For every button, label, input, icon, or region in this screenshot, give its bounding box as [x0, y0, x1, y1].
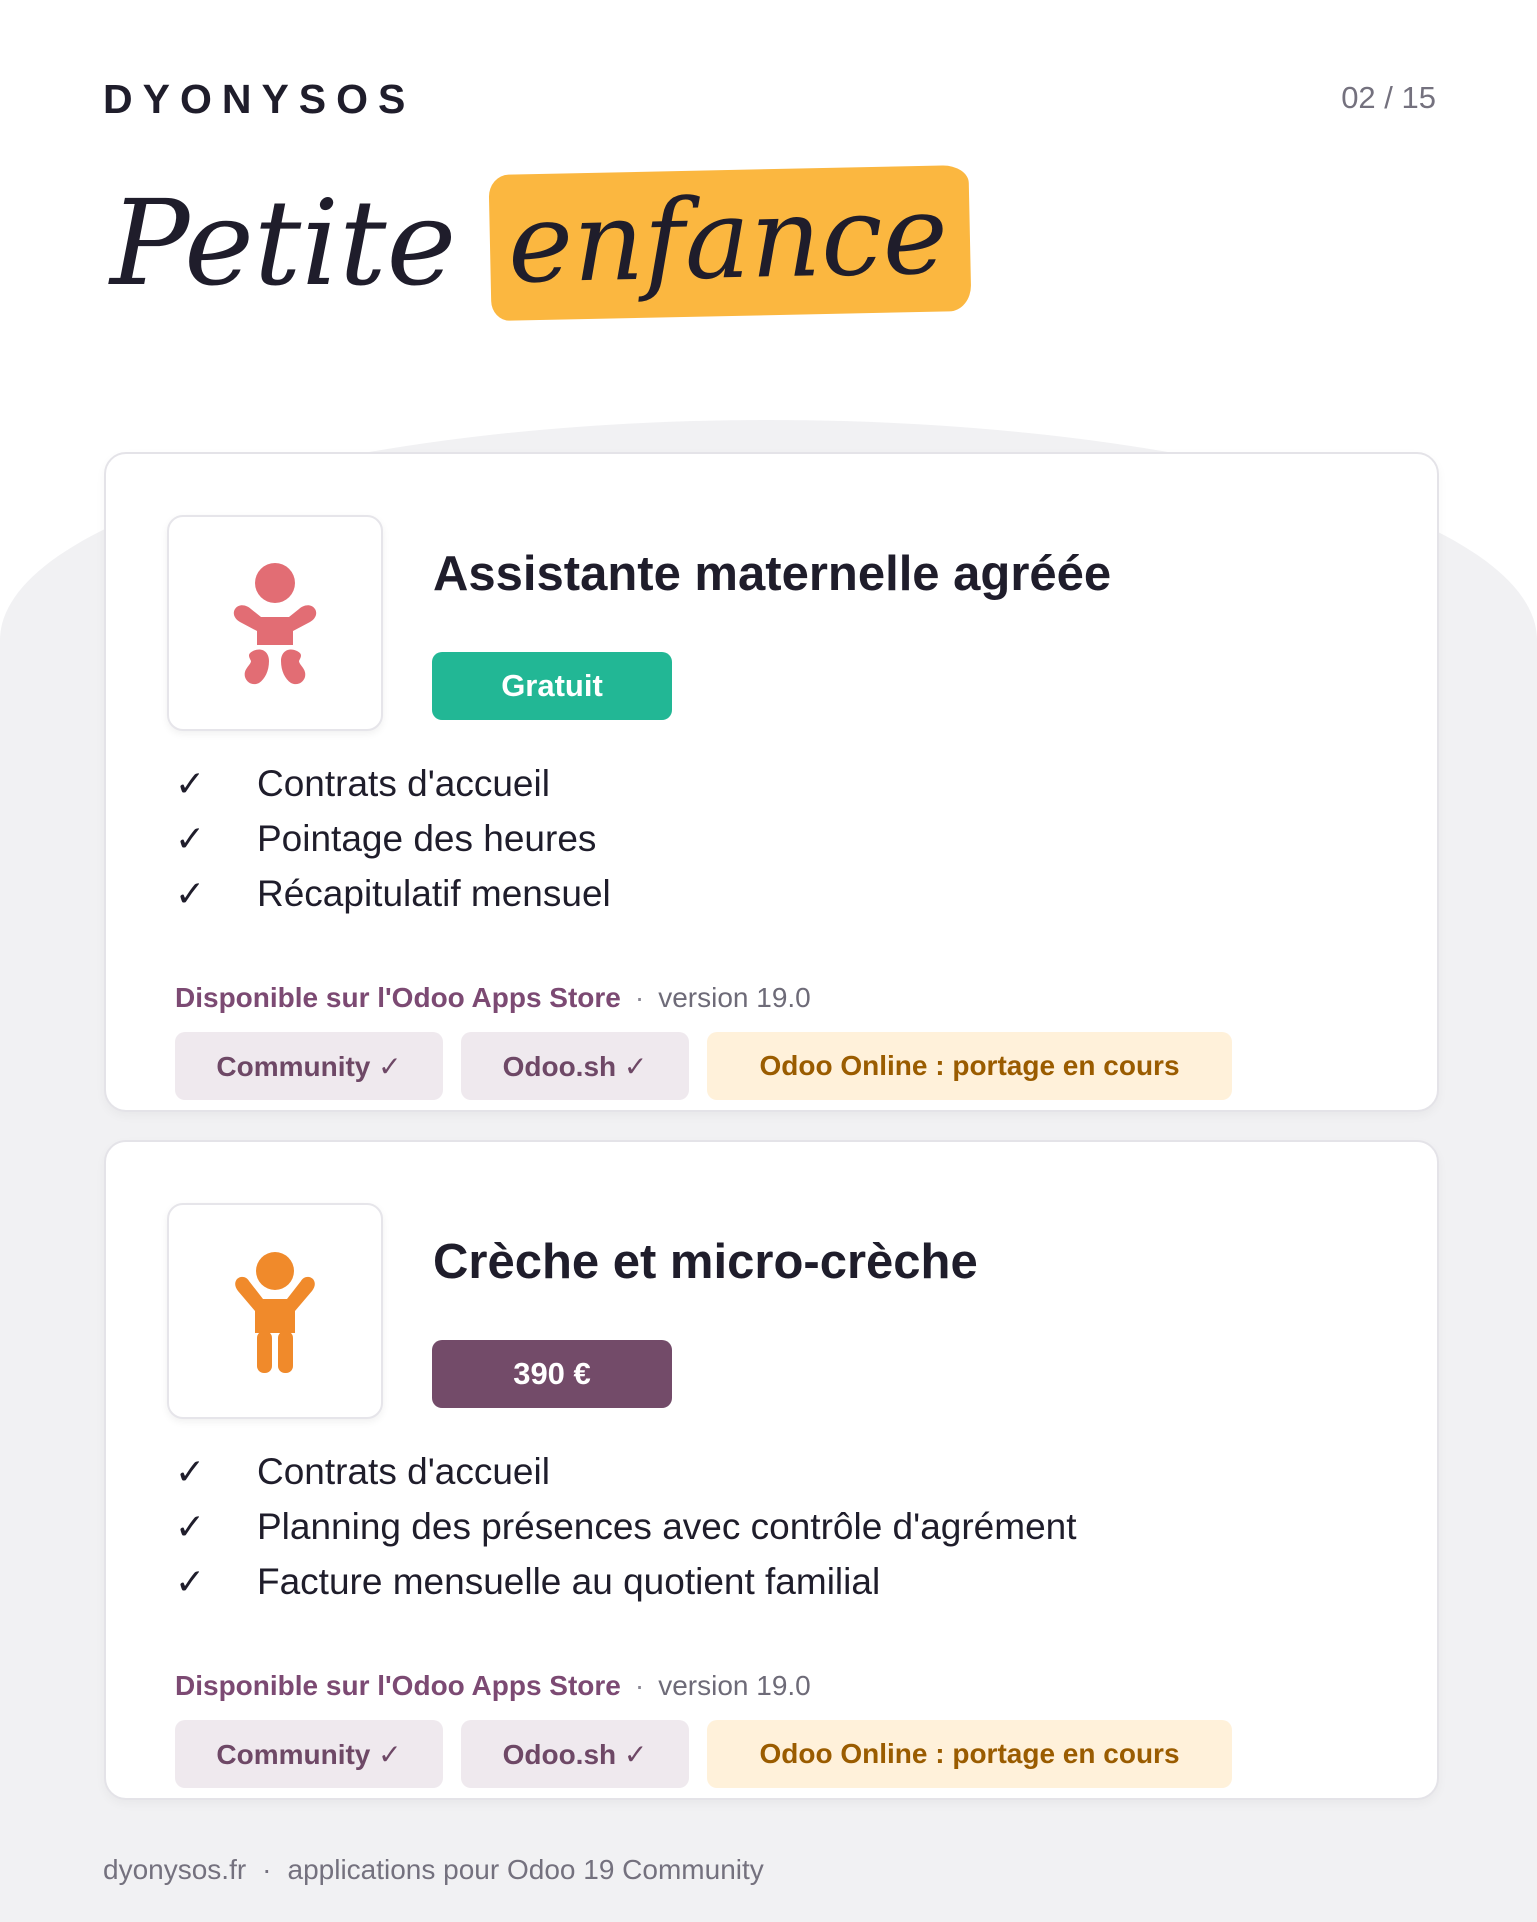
feature-item [175, 866, 611, 921]
check-icon: ✓ [175, 817, 206, 859]
page-title [110, 170, 970, 316]
product-title: Crèche et micro-crèche [433, 1235, 978, 1289]
platform-badges [175, 1720, 1232, 1788]
check-icon: ✓ [175, 1450, 206, 1492]
check-icon: ✓ [175, 762, 206, 804]
store-link[interactable]: Disponible sur l'Odoo Apps Store [175, 982, 621, 1013]
feature-text: Contrats d'accueil [257, 1450, 550, 1492]
separator-dot: · [634, 1670, 645, 1701]
product-icon-box [167, 515, 383, 731]
platform-badges [175, 1032, 1232, 1100]
feature-text: Pointage des heures [257, 817, 597, 859]
feature-text: Facture mensuelle au quotient familial [257, 1560, 881, 1602]
feature-text: Contrats d'accueil [257, 762, 550, 804]
product-title: Assistante maternelle agréée [433, 547, 1112, 601]
badge-odoo-online: Odoo Online : portage en cours [707, 1032, 1232, 1100]
feature-item [175, 1444, 1077, 1499]
store-availability [175, 1670, 811, 1702]
price-badge: 390 € [432, 1340, 672, 1408]
page-number: 02 / 15 [1341, 80, 1436, 115]
feature-text: Récapitulatif mensuel [257, 872, 611, 914]
price-badge: Gratuit [432, 652, 672, 720]
badge-odoo-sh: Odoo.sh ✓ [461, 1032, 689, 1100]
feature-item [175, 1554, 1077, 1609]
footer-tagline: applications pour Odoo 19 Community [287, 1854, 764, 1885]
version-label: version 19.0 [658, 982, 811, 1013]
version-label: version 19.0 [658, 1670, 811, 1701]
footer-separator: · [262, 1854, 272, 1885]
separator-dot: · [634, 982, 645, 1013]
product-card-creche [104, 1140, 1439, 1800]
store-link[interactable]: Disponible sur l'Odoo Apps Store [175, 1670, 621, 1701]
badge-odoo-sh: Odoo.sh ✓ [461, 1720, 689, 1788]
footer-site-link[interactable]: dyonysos.fr [103, 1854, 247, 1885]
feature-item [175, 811, 611, 866]
feature-list [175, 1444, 1077, 1609]
check-icon: ✓ [175, 872, 206, 914]
check-icon: ✓ [175, 1505, 206, 1547]
child-icon [225, 1249, 325, 1379]
feature-text: Planning des présences avec contrôle d'agrément [257, 1505, 1077, 1547]
feature-list [175, 756, 611, 921]
badge-community: Community ✓ [175, 1720, 443, 1788]
title-word: Petite [110, 174, 457, 312]
product-card-assistante [104, 452, 1439, 1112]
check-icon: ✓ [175, 1560, 206, 1602]
brand-logo-text: DYONYSOS [103, 76, 416, 122]
product-icon-box [167, 1203, 383, 1419]
title-highlight: enfance [489, 165, 972, 321]
store-availability [175, 982, 811, 1014]
baby-icon [225, 561, 325, 691]
badge-community: Community ✓ [175, 1032, 443, 1100]
feature-item [175, 1499, 1077, 1554]
feature-item [175, 756, 611, 811]
footer [103, 1854, 764, 1886]
badge-odoo-online: Odoo Online : portage en cours [707, 1720, 1232, 1788]
